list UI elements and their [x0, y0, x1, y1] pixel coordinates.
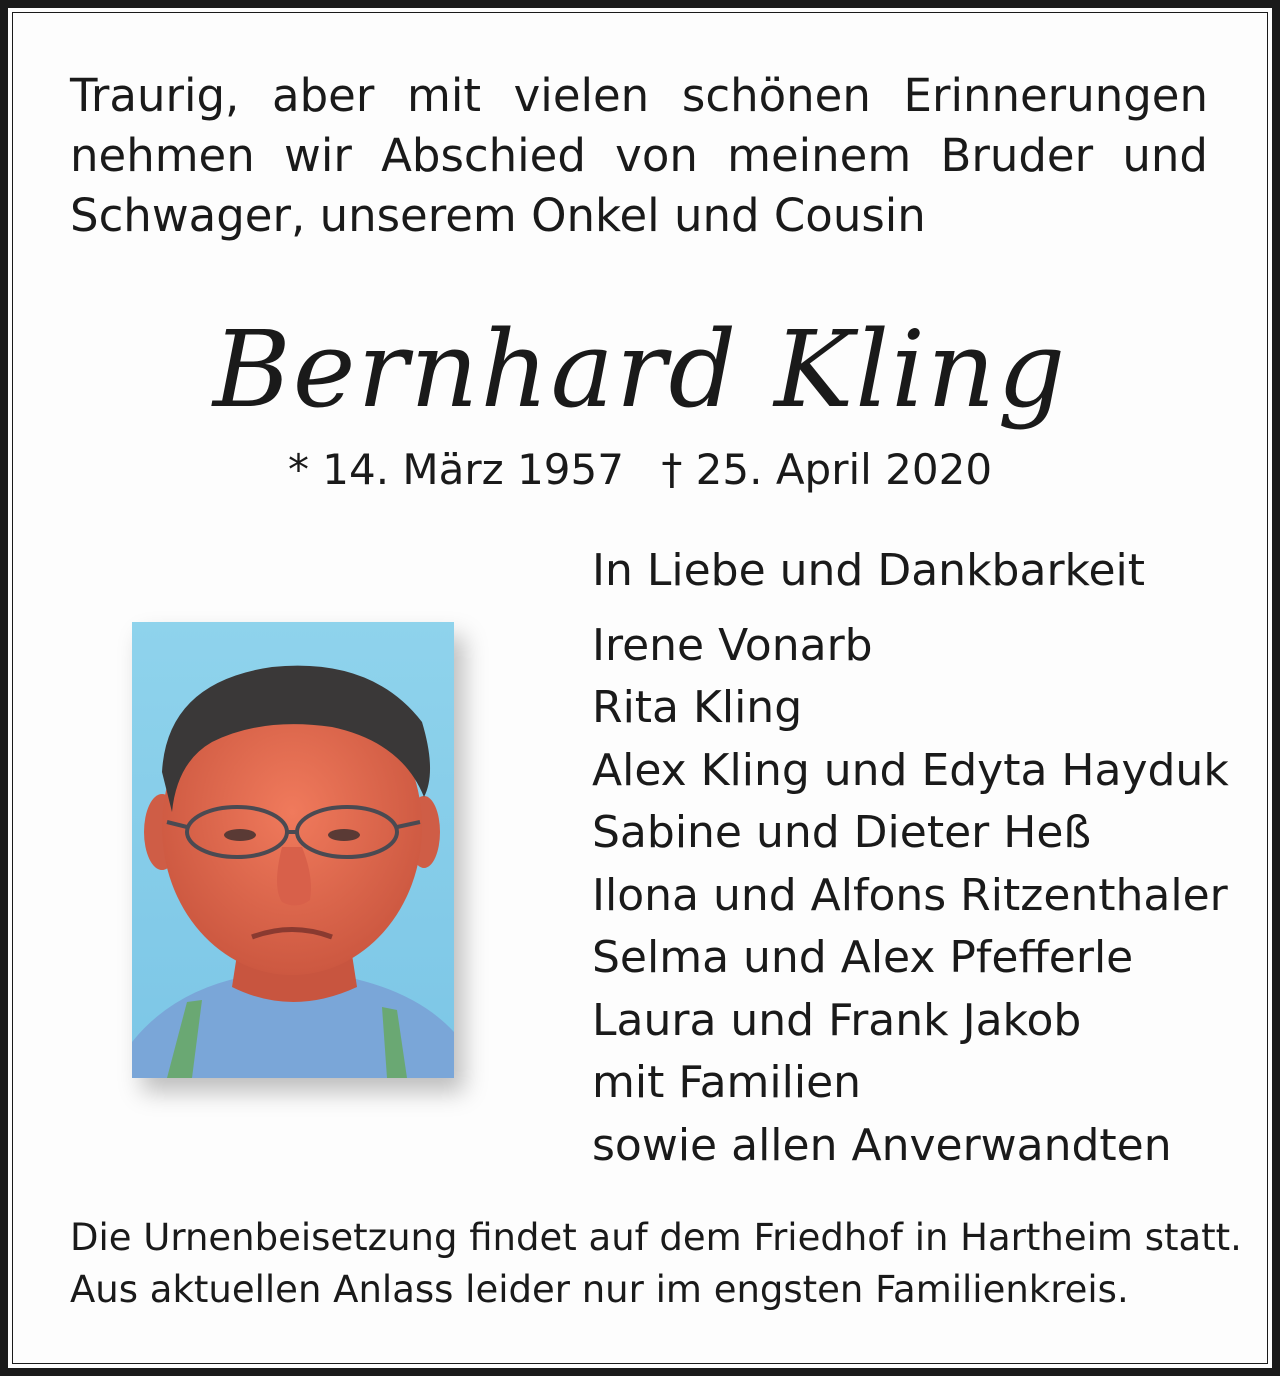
portrait-photo: [132, 622, 454, 1078]
list-item: Laura und Frank Jakob: [592, 994, 1082, 1046]
list-item: Selma und Alex Pfefferle: [592, 932, 1134, 983]
mourners-heading: In Liebe und Dankbarkeit: [592, 545, 1145, 596]
deceased-name: Bernhard Kling: [212, 308, 1068, 431]
footer-note: [70, 1212, 1242, 1316]
footer-line: Aus aktuellen Anlass leider nur im engsten Familienkreis.: [70, 1268, 1129, 1311]
list-item: Irene Vonarb: [592, 619, 873, 671]
portrait-image: [132, 622, 454, 1078]
birth-date: * 14. März 1957: [287, 445, 624, 494]
list-item: Rita Kling: [592, 682, 803, 733]
list-item: Sabine und Dieter Heß: [592, 807, 1092, 858]
list-item: Ilona und Alfons Ritzenthaler: [592, 869, 1228, 921]
list-item: sowie allen Anverwandten: [592, 1119, 1172, 1171]
mourners-list: [592, 615, 1232, 1178]
list-item: mit Familien: [592, 1057, 862, 1108]
death-date: † 25. April 2020: [661, 445, 993, 494]
footer-line: Die Urnenbeisetzung findet auf dem Friedhof in Hartheim statt.: [70, 1216, 1242, 1259]
mourners-section: [592, 540, 1232, 1177]
life-dates: [150, 440, 1130, 500]
list-item: Alex Kling und Edyta Hayduk: [592, 744, 1229, 796]
intro-text: Traurig, aber mit vielen schönen Erinnerungen nehmen wir Abschied von meinem Bruder und Schwager, unserem Onkel und Cousin: [70, 69, 1208, 242]
